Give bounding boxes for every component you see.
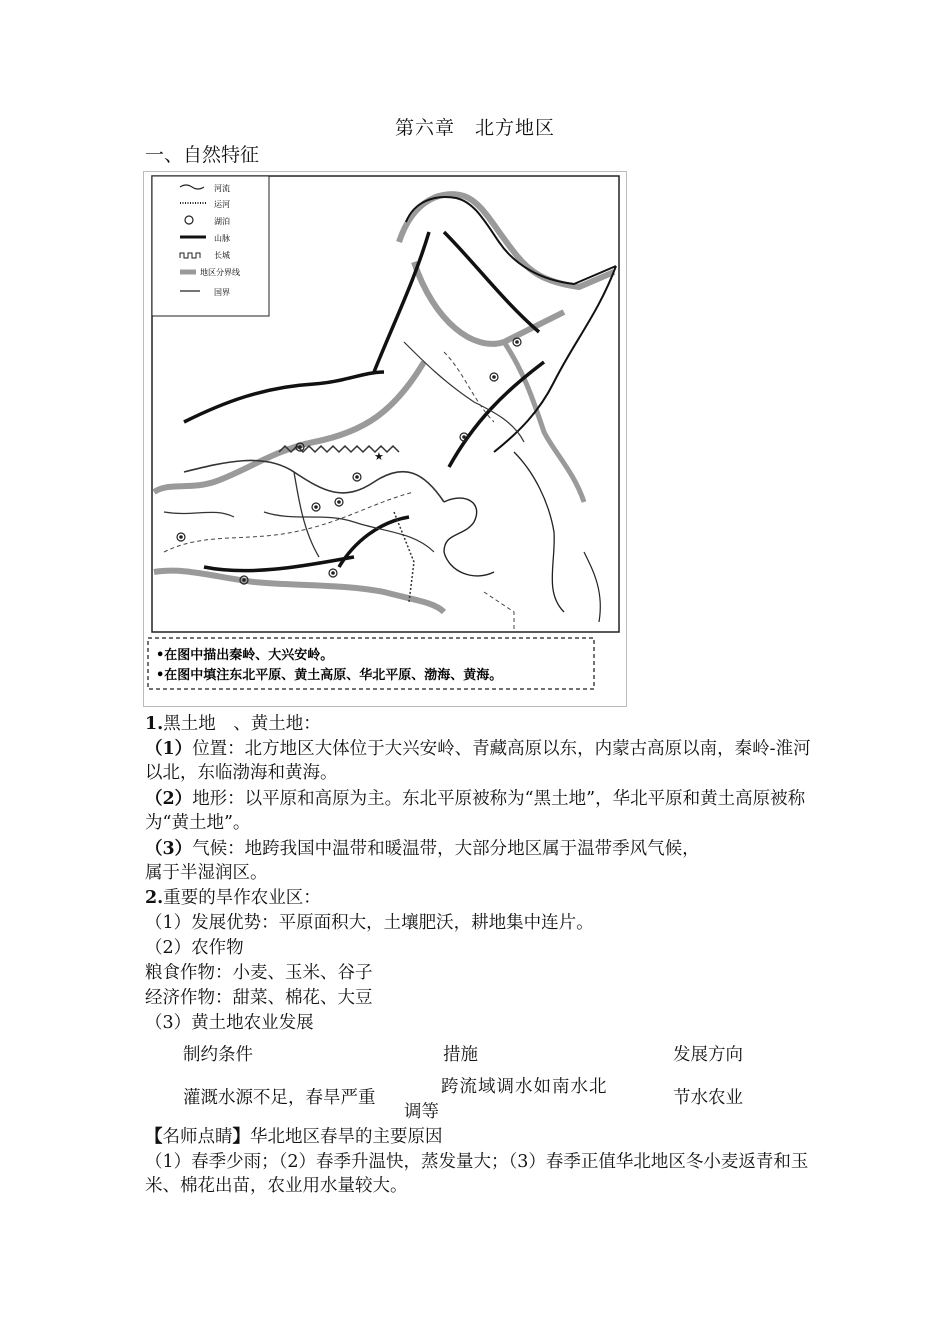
tip-title: 华北地区春旱的主要原因 [250, 1127, 443, 1147]
table-header-condition: 制约条件 [183, 1045, 253, 1065]
heading-1-num: 1. [145, 714, 164, 734]
legend-great-wall: 长城 [214, 251, 230, 260]
para-terrain-text: 地形：以平原和高原为主。东北平原被称为“黑土地”，华北平原和黄土高原被称为“黄土地”。 [145, 789, 806, 833]
heading-1-text: 黑土地 、黄土地： [163, 714, 321, 734]
para-loess-agri: （3）黄土地农业发展 [145, 1013, 314, 1033]
heading-2-text: 重要的旱作农业区： [163, 888, 321, 908]
table-cell-measure-line2: 调等 [404, 1102, 439, 1122]
para-cash-crops: 经济作物：甜菜、棉花、大豆 [145, 988, 373, 1008]
tip-heading [145, 1125, 815, 1149]
svg-text:★: ★ [374, 450, 384, 463]
tip-bracket-open: 【 [145, 1127, 163, 1147]
para-climate-num: （3） [145, 839, 193, 859]
tip-text: （1）春季少雨；（2）春季升温快，蒸发量大；（3）春季正值华北地区冬小麦返青和玉米、棉花出苗，农业用水量较大。 [145, 1152, 809, 1196]
para-climate-line1: 气候：地跨我国中温带和暖温带，大部分地区属于温带季风气候， [192, 839, 700, 859]
map-drawing [144, 172, 626, 706]
map-task-2: •在图中填注东北平原、黄土高原、华北平原、渤海、黄海。 [156, 668, 503, 683]
para-climate-line2: 属于半湿润区。 [145, 863, 268, 883]
para-climate [145, 837, 815, 861]
legend-division-line: 地区分界线 [200, 268, 240, 277]
table-cell-measure-line1: 跨流域调水如南水北 [441, 1077, 608, 1097]
tip-bracket-close: 】 [232, 1127, 250, 1147]
para-grain-crops: 粮食作物：小麦、玉米、谷子 [145, 963, 373, 983]
legend-canal: 运河 [214, 200, 230, 209]
heading-1 [145, 712, 815, 736]
para-location-text: 位置：北方地区大体位于大兴安岭、青藏高原以东，内蒙古高原以南，秦岭-淮河以北，东临渤海和黄海。 [145, 739, 811, 783]
page-title: 第六章 北方地区 [394, 117, 555, 139]
legend-lake: 湖泊 [214, 217, 230, 226]
section-heading: 一、自然特征 [145, 144, 260, 166]
para-terrain-num: （2） [145, 789, 193, 809]
legend-border: 国界 [214, 288, 230, 297]
para-crops: （2）农作物 [145, 938, 244, 958]
table-cell-condition: 灌溉水源不足，春旱严重 [183, 1088, 376, 1108]
para-location-num: （1） [145, 739, 193, 759]
legend-mountain: 山脉 [214, 234, 230, 243]
tip-label: 名师点睛 [162, 1127, 233, 1147]
legend-river: 河流 [214, 184, 230, 193]
para-terrain [145, 787, 815, 835]
heading-2 [145, 886, 815, 910]
para-advantage: （1）发展优势：平原面积大，土壤肥沃，耕地集中连片。 [145, 913, 594, 933]
map-task-1: •在图中描出秦岭、大兴安岭。 [156, 648, 334, 663]
heading-2-num: 2. [145, 888, 164, 908]
table-header-direction: 发展方向 [673, 1045, 743, 1065]
table-cell-direction: 节水农业 [673, 1088, 743, 1108]
para-location [145, 737, 815, 785]
table-header-measure: 措施 [443, 1045, 478, 1065]
north-region-map [143, 171, 627, 707]
